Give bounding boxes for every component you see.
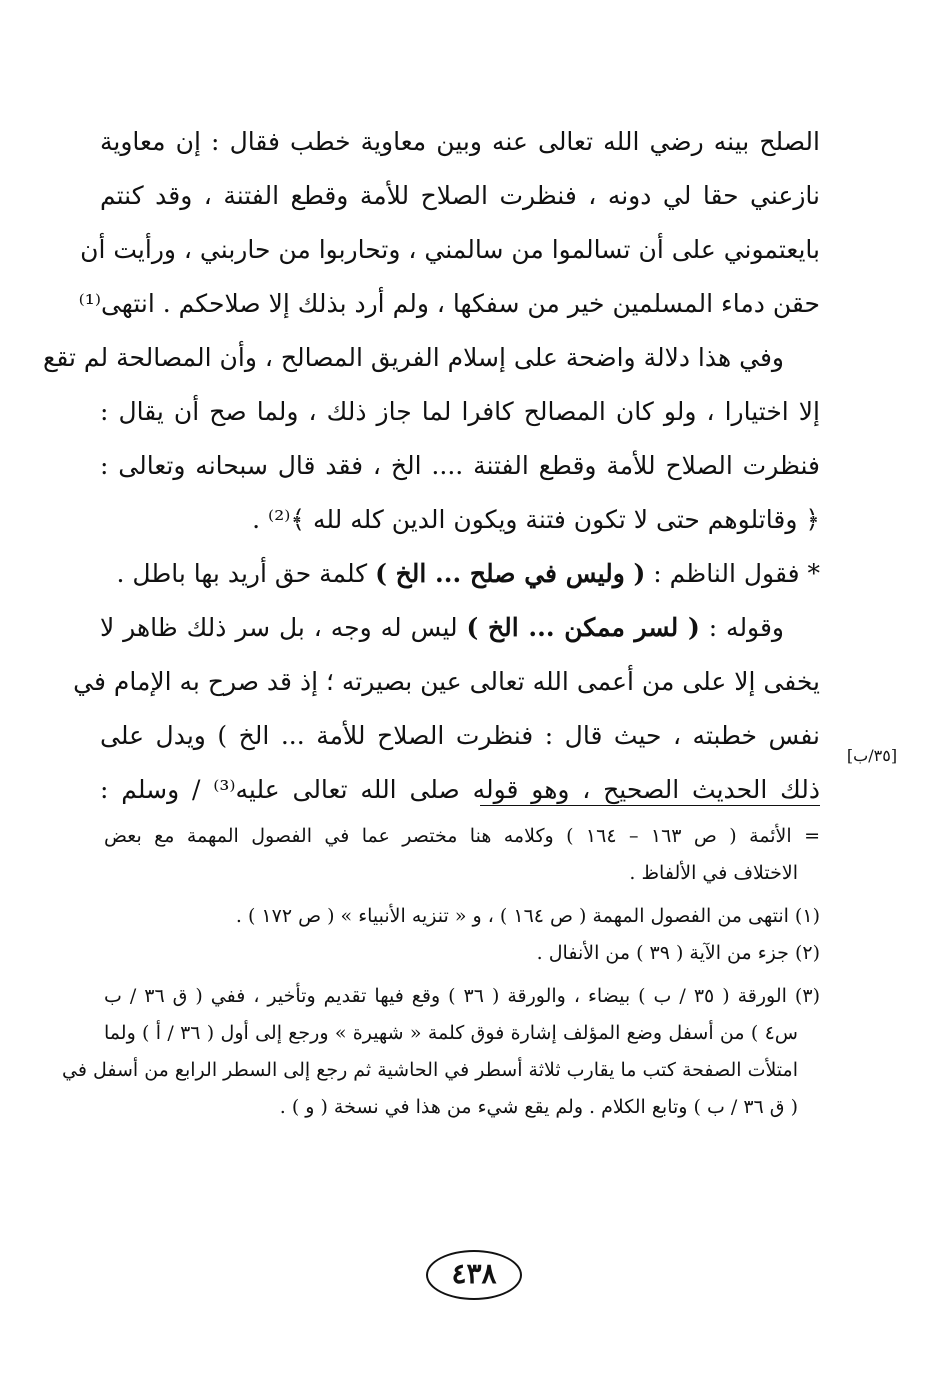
body-line: ذلك الحديث الصحيح ، وهو قوله صلى الله تعالى عليه⁽³⁾ / وسلم :	[100, 775, 820, 804]
body-line: الصلح بينه رضي الله تعالى عنه وبين معاوية خطب فقال : إن معاوية	[100, 127, 820, 156]
body-line-with-quote	[100, 547, 820, 601]
main-text-block	[43, 115, 820, 817]
body-line: نازعني حقا لي دونه ، فنظرت الصلاح للأمة وقطع الفتنة ، وقد كنتم	[100, 181, 820, 210]
body-line-with-quote	[100, 601, 820, 655]
body-line: نفس خطبته ، حيث قال : فنظرت الصلاح للأمة ... الخ ) ويدل على	[100, 721, 820, 750]
footnote-line: (١) انتهى من الفصول المهمة ( ص ١٦٤ ) ، و « تنزيه الأنبياء » ( ص ١٧٢ ) .	[235, 905, 820, 927]
line-suffix: ليس له وجه ، بل سر ذلك ظاهر لا	[100, 613, 467, 642]
footnote-line: ( ق ٣٦ / ب ) وتابع الكلام . ولم يقع شيء من هذا في نسخة ( و ) .	[279, 1096, 798, 1118]
footnotes-block	[62, 818, 820, 1126]
footnote-line: امتلأت الصفحة كتب ما يقارب ثلاثة أسطر في الحاشية ثم رجع إلى السطر الرابع من أسفل في	[62, 1059, 798, 1081]
footnote-separator	[480, 805, 820, 806]
footnote-line: = الأئمة ( ص ١٦٣ – ١٦٤ ) وكلامه هنا مختصر عما في الفصول المهمة مع بعض	[104, 825, 820, 847]
footnote-line: الاختلاف في الألفاظ .	[629, 862, 798, 884]
body-line: وفي هذا دلالة واضحة على إسلام الفريق المصالح ، وأن المصالحة لم تقع	[43, 343, 784, 372]
line-prefix: وقوله :	[699, 613, 784, 642]
quran-verse-line: ﴿ وقاتلوهم حتى لا تكون فتنة ويكون الدين كله لله ﴾⁽²⁾ .	[252, 505, 820, 534]
footnote-line: (٢) جزء من الآية ( ٣٩ ) من الأنفال .	[536, 942, 820, 964]
line-suffix: كلمة حق أريد بها باطل .	[116, 559, 376, 588]
body-line: يخفى إلا على من أعمى الله تعالى عين بصيرته ؛ إذ قد صرح به الإمام في	[73, 667, 820, 696]
body-line: حقن دماء المسلمين خير من سفكها ، ولم أرد بذلك إلا صلاحكم . انتهى⁽¹⁾	[78, 289, 820, 318]
page-number: ٤٣٨	[426, 1250, 522, 1300]
line-prefix: * فقول الناظم :	[645, 559, 820, 588]
footnote-line: (٣) الورقة ( ٣٥ / ب ) بيضاء ، والورقة ( ٣٦ ) وقع فيها تقديم وتأخير ، ففي ( ق ٣٦ / ب	[104, 985, 820, 1007]
quoted-verse: ( لسر ممكن ... الخ )	[466, 613, 700, 642]
quoted-verse: ( وليس في صلح ... الخ )	[375, 559, 646, 588]
margin-folio-note: [٣٥/ب]	[846, 746, 898, 765]
body-line: فنظرت الصلاح للأمة وقطع الفتنة .... الخ ، فقد قال سبحانه وتعالى :	[100, 451, 820, 480]
footnote-line: س٤ ) من أسفل وضع المؤلف إشارة فوق كلمة « شهيرة » ورجع إلى أول ( ٣٦ / أ ) ولما	[104, 1022, 798, 1044]
body-line: بايعتموني على أن تسالموا من سالمني ، وتحاربوا من حاربني ، ورأيت أن	[80, 235, 820, 264]
body-line: إلا اختيارا ، ولو كان المصالح كافرا لما جاز ذلك ، ولما صح أن يقال :	[100, 397, 820, 426]
